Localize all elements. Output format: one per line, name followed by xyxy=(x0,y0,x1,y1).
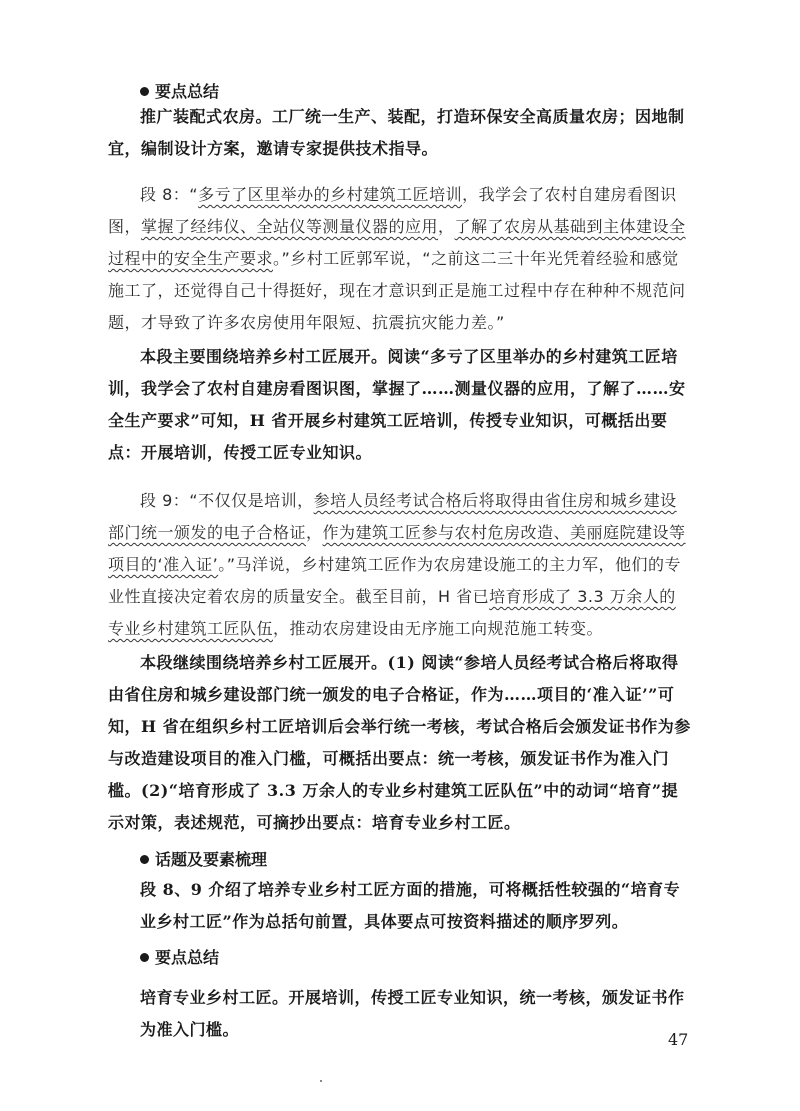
analysis-paragraph-9: 本段继续围绕培养乡村工匠展开。(1) 阅读“参培人员经考试合格后将取得由省住房和城乡建设部门统一颁发的电子合格证，作为……项目的‘准入证’”可知，H 省在组织乡村工匠培训后会举行统一考核，考试合格后会颁发证书作为参与改造建设项目的准入门槛，可概括出要点：统一考核，颁发证书作为准入门槛。(2)“培育形成了 3.3 万余人的专业乡村建筑工匠队伍”中的动词“培育”提示对策，表述规范，可摘抄出要点：培育专业乡村工匠。 xyxy=(108,653,691,832)
topic-elements-text: 段 8、9 介绍了培养专业乡村工匠方面的措施，可将概括性较强的“培育专业乡村工匠”作为总括句前置，具体要点可按资料描述的顺序罗列。 xyxy=(140,880,681,931)
analysis-paragraph-8: 本段主要围绕培养乡村工匠展开。阅读“多亏了区里举办的乡村建筑工匠培训，我学会了农村自建房看图识图，掌握了……测量仪器的应用，了解了……安全生产要求”可知，H 省开展乡村建筑工匠培训，传授专业知识，可概括出要点：开展培训，传授工匠专业知识。 xyxy=(108,347,686,462)
bullet-icon xyxy=(140,87,149,96)
section-heading-key-points-2: 要点总结 xyxy=(140,946,219,970)
paragraph-9: 段 9：“不仅仅是培训，参培人员经考试合格后将取得由省住房和城乡建设部门统一颁发的电子合格证，作为建筑工匠参与农村危房改造、美丽庭院建设等项目的‘准入证’。”马洋说，乡村建筑工匠作为农房建设施工的主力军，他们的专业性直接决定着农房的质量安全。截至目前，H 省已培育形成了 3.3 万余人的专业乡村建筑工匠队伍，推动农房建设由无序施工向规范施工转变。 xyxy=(108,491,686,638)
scan-speck xyxy=(320,1080,322,1082)
bullet-icon xyxy=(140,953,149,962)
paragraph-8: 段 8：“多亏了区里举办的乡村建筑工匠培训，我学会了农村自建房看图识图，掌握了经纬仪、全站仪等测量仪器的应用，了解了农房从基础到主体建设全过程中的安全生产要求。”乡村工匠郭军说，“之前这二三十年光凭着经验和感觉施工了，还觉得自己十得挺好，现在才意识到正是施工过程中存在种种不规范问题，才导致了许多农房使用年限短、抗震抗灾能力差。” xyxy=(108,185,686,332)
section-heading-key-points-1: 要点总结 xyxy=(140,80,219,104)
key-points-text-2: 培育专业乡村工匠。开展培训，传授工匠专业知识，统一考核，颁发证书作为准入门槛。 xyxy=(140,988,685,1039)
key-points-text-1: 推广装配式农房。工厂统一生产、装配，打造环保安全高质量农房；因地制宜，编制设计方案，邀请专家提供技术指导。 xyxy=(108,107,685,158)
page-number: 47 xyxy=(668,1030,689,1049)
section-heading-topic-elements: 话题及要素梳理 xyxy=(140,848,267,872)
bullet-icon xyxy=(140,855,149,864)
